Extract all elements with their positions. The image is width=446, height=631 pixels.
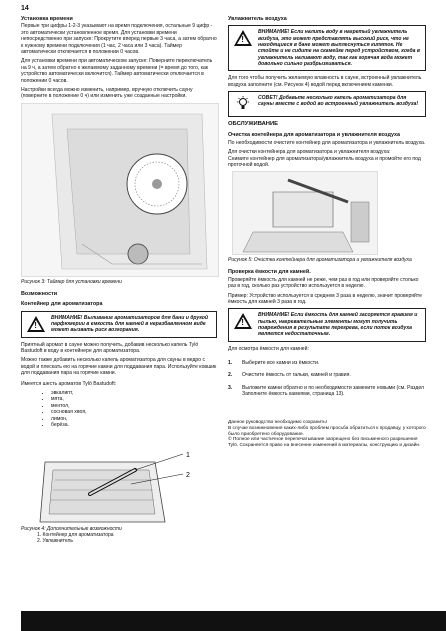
warning-triangle-icon: ! (233, 312, 253, 330)
aroma-container-heading: Контейнер для ароматизатора (21, 301, 103, 308)
footer-notes (228, 420, 426, 450)
time-paragraph-1: Первые три цифры 1-2-3 указывают на время подключения, остальные 9 цифр - это автоматически установленное время. Для установки времени непосредственно при запуске: Прокрутите вперед первые 3 часа, а затем обратно к нужному времени подключения (1 час, 2 часа или 3 часа). Таймер автоматически отключается в положении 0 часов. (21, 23, 217, 56)
aromas-intro: Имеется шесть ароматов Tylö Bastudoft: (21, 380, 117, 387)
service-heading: ОБСЛУЖИВАНИЕ (228, 121, 279, 127)
list-item: • эвкалипт, (51, 390, 217, 396)
note-line: © Полное или частичное перепечатывание запрещено без письменного разрешения Tylö. Сохраняется право на внесение изменений в материалы, конструкцию и дизайн. (228, 437, 421, 449)
heater-top-illustration (35, 432, 195, 524)
figure-3-timer (21, 103, 219, 277)
container-cleaning-illustration (233, 172, 377, 254)
step-number: 3. (228, 384, 233, 391)
list-item: • берёза. (51, 422, 217, 428)
features-heading: Возможности (21, 290, 58, 297)
list-item: • лимон, (51, 416, 217, 422)
footer-bar (21, 611, 446, 631)
warning-box-humidifier (228, 25, 426, 71)
cleaning-heading: Очистка контейнера для ароматизатора и увлажнителя воздуха (228, 132, 401, 139)
list-item (228, 360, 426, 366)
figure-5-caption: Рисунок 5: Очистка контейнера для ароматизатора и увлажнителя воздуха (228, 257, 412, 264)
callout-2: 2 (186, 472, 190, 480)
warning-triangle-icon: ! (233, 29, 253, 47)
tip-text: СОВЕТ! Добавьте несколько капель ароматизатора для сауны вместе с водой во встроенный увлажнитель воздуха! (258, 95, 419, 108)
figure-4-item-2: 2. Увлажнитель (37, 538, 73, 545)
humidifier-paragraph: Для того чтобы получить желаемую влажность в сауне, встроенный увлажнитель воздуха заполните (см. Рисунок 4) водой перед включением каменки. (228, 75, 422, 88)
inspect-intro: Для осмотра ёмкости для камней: (228, 345, 309, 352)
stone-check-paragraph-1: Проверяйте ёмкость для камней не реже, чем раз в год или проверяйте столько раз в год, сколько раз устройство используется в неделю. (228, 276, 419, 290)
heater-timer-illustration (22, 104, 218, 276)
page-number: 14 (21, 5, 29, 12)
humidifier-heading: Увлажнитель воздуха (228, 16, 287, 22)
stone-check-heading: Проверка ёмкости для камней. (228, 269, 311, 276)
cleaning-paragraph-1: По необходимости очистите контейнер для ароматизатора и увлажнитель воздуха. (228, 139, 426, 146)
list-item: • ментол, (51, 403, 217, 409)
aroma-paragraph-2: Можно также добавить несколько капель ароматизатора для сауны в ведро с водой и плескать ею на горячие камни для поддавания пара. Используйте ковшик для поддавания пара на горячие камни. (21, 357, 217, 377)
right-column (228, 16, 426, 449)
time-setting-heading: Установка времени (21, 16, 73, 22)
warning-text-humidifier: ВНИМАНИЕ! Если налить воду в нагретый увлажнитель воздуха, это может представлять высокий риск, что не находящиеся в бане может выплеснуться кипяток. Не стойте и не сидите на скамейке перед устройством, когда в увлажнитель наливают воду, так как горячая вода может довольно сильно разбрызгиваться. (258, 29, 420, 67)
time-paragraph-3: Настройки всегда можно изменить, например, вручную отключить сауну (поверните в положение 0 ч) или изменить уже созданные настройки. (21, 87, 193, 100)
time-paragraph-2: Для установки времени при автоматическом запуске: Поверните переключатель на 9 ч, а затем обратно к желаемому заданному времени (= время до того, как устройство автоматически включится). Таймер автоматически отключается в положении 0 часов. (21, 58, 213, 84)
stone-check-paragraph-2: Пример: Устройство используется в среднем 3 раза в неделю, значит проверяйте ёмкость для камней 3 раза в год. (228, 292, 422, 306)
figure-4-item-1: 1. Контейнер для ароматизатора (37, 532, 114, 539)
note-line: Данное руководство необходимо сохранить! (228, 419, 328, 425)
step-text: Очистите ёмкость от гальки, камней и гравия. (242, 372, 351, 379)
left-column (21, 16, 217, 544)
step-text: Выберите все камни из ёмкости. (242, 360, 320, 367)
aroma-list (21, 390, 217, 428)
list-item (228, 385, 426, 398)
list-item (228, 372, 426, 378)
list-item: • мята, (51, 396, 217, 402)
note-line: В случае возникновения каких-либо проблем просьба обратиться к продавцу, у которого было приобретено оборудование. (228, 425, 426, 437)
step-number: 1. (228, 360, 233, 367)
warning-text-aroma: ВНИМАНИЕ! Выливание ароматизаторов для бани и другой парфюмерии в емкость для камней в неразбавленном виде может вызвать риск возгорания. (51, 314, 209, 334)
warning-box-aroma (21, 311, 217, 338)
figure-4-features (35, 432, 195, 524)
figure-4-caption: Рисунок 4: Дополнительные возможности (21, 526, 122, 533)
aroma-paragraph-1: Приятный аромат в сауне можно получить, добавив несколько капель Tylö Bastudoft в воду в контейнере для ароматизатора. (21, 341, 199, 354)
cleaning-paragraph-3: Снимите контейнер для ароматизатора/увлажнитель воздуха и промойте его под проточной водой. (228, 155, 421, 169)
figure-3-caption: Рисунок 3: Таймер для установки времени (21, 278, 122, 285)
tip-box (228, 91, 426, 117)
figure-5-cleaning (232, 171, 378, 255)
list-item: • сосновая хвоя, (51, 409, 217, 415)
lightbulb-icon (233, 95, 253, 113)
warning-box-stones (228, 308, 426, 341)
cleaning-paragraph-2: Для очистки контейнера для ароматизатора и увлажнителя воздуха: (228, 149, 391, 156)
callout-1: 1 (186, 452, 190, 460)
step-number: 2. (228, 372, 233, 379)
step-text: Выложите камни обратно и по необходимости замените новыми (см. Раздел Заполните ёмкость камнями, страница 13). (242, 384, 424, 398)
warning-triangle-icon: ! (26, 315, 46, 333)
warning-text-stones: ВНИМАНИЕ! Если ёмкость для камней засоряется гравием и пылью, нагревательные элементы могут получить повреждения в результате перегрева, если поток воздуха является недостаточным. (258, 312, 418, 338)
